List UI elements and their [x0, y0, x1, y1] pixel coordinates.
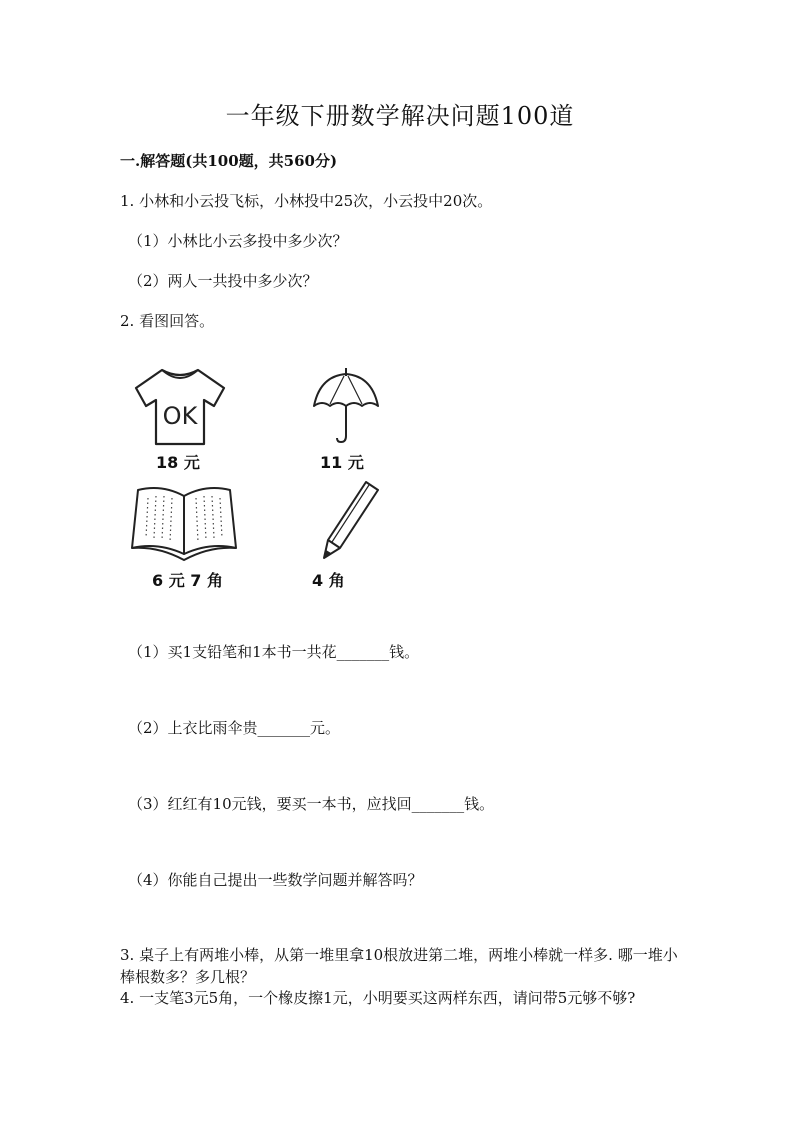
tshirt-icon: [132, 366, 228, 448]
question-1-part-1: （1）小林比小云多投中多少次？: [128, 232, 348, 250]
question-2-part-2: （2）上衣比雨伞贵_______元。: [128, 719, 341, 737]
question-2: 2. 看图回答。: [120, 312, 215, 330]
umbrella-price: 11 元: [320, 453, 364, 472]
tshirt-price: 18 元: [156, 453, 200, 472]
book-icon: [128, 482, 240, 562]
umbrella-icon: [310, 366, 382, 446]
question-2-part-3: （3）红红有10元钱，要买一本书，应找回_______钱。: [128, 795, 495, 813]
book-price: 6 元 7 角: [152, 571, 223, 590]
question-1: 1. 小林和小云投飞标，小林投中25次，小云投中20次。: [120, 192, 493, 210]
question-2-part-1: （1）买1支铅笔和1本书一共花_______钱。: [128, 643, 420, 661]
question-1-part-2: （2）两人一共投中多少次？: [128, 272, 318, 290]
question-4: 4. 一支笔3元5角，一个橡皮擦1元，小明要买这两样东西，请问带5元够不够?: [120, 989, 636, 1007]
pencil-price: 4 角: [312, 571, 345, 590]
page-title: 一年级下册数学解决问题100道: [225, 102, 575, 130]
section-heading: 一.解答题(共100题，共560分): [120, 152, 338, 170]
pencil-icon: [318, 478, 382, 564]
question-2-part-4: （4）你能自己提出一些数学问题并解答吗？: [128, 871, 423, 889]
question-3: 3. 桌子上有两堆小棒，从第一堆里拿10根放进第二堆，两堆小棒就一样多. 哪一堆小棒根数多？多几根？: [120, 946, 678, 986]
tshirt-text: OK: [162, 402, 198, 430]
